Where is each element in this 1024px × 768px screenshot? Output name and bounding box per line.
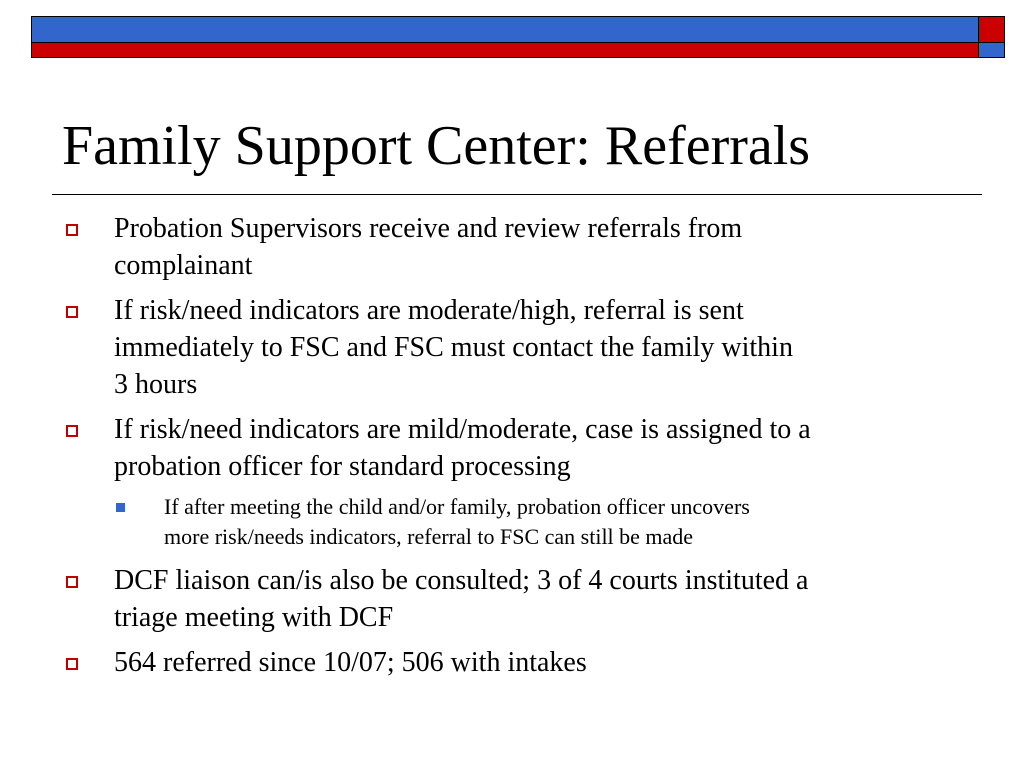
sub-bullet-item	[164, 492, 964, 552]
header-square-blue	[978, 42, 1005, 58]
bullet-item	[114, 292, 984, 403]
header-square-red	[978, 16, 1005, 43]
hollow-square-bullet-icon	[66, 425, 78, 437]
title-divider	[52, 194, 982, 195]
slide-title: Family Support Center: Referrals	[62, 115, 811, 177]
bullet-text-line: DCF liaison can/is also be consulted; 3 of 4 courts instituted a	[114, 565, 809, 596]
filled-square-bullet-icon	[116, 503, 125, 512]
bullet-item	[114, 562, 984, 636]
bullet-text-line: complainant	[114, 250, 253, 281]
header-bar-red	[31, 42, 979, 58]
bullet-text-line: 3 hours	[114, 369, 198, 400]
bullet-text-line: 564 referred since 10/07; 506 with intakes	[114, 647, 587, 678]
bullet-text-line: probation officer for standard processing	[114, 451, 571, 482]
sub-bullet-text-line: If after meeting the child and/or family, probation officer uncovers	[164, 494, 750, 519]
bullet-item	[114, 210, 984, 284]
hollow-square-bullet-icon	[66, 576, 78, 588]
bullet-text-line: triage meeting with DCF	[114, 602, 394, 633]
sub-bullet-text-line: more risk/needs indicators, referral to FSC can still be made	[164, 524, 694, 549]
hollow-square-bullet-icon	[66, 306, 78, 318]
hollow-square-bullet-icon	[66, 224, 78, 236]
bullet-text-line: immediately to FSC and FSC must contact the family within	[114, 332, 793, 363]
bullet-text-line: If risk/need indicators are mild/moderate, case is assigned to a	[114, 414, 811, 445]
bullet-item	[114, 411, 984, 485]
bullet-text-line: If risk/need indicators are moderate/high, referral is sent	[114, 295, 744, 326]
bullet-item	[114, 644, 984, 681]
hollow-square-bullet-icon	[66, 658, 78, 670]
bullet-text-line: Probation Supervisors receive and review referrals from	[114, 213, 743, 244]
header-bar-blue	[31, 16, 979, 43]
